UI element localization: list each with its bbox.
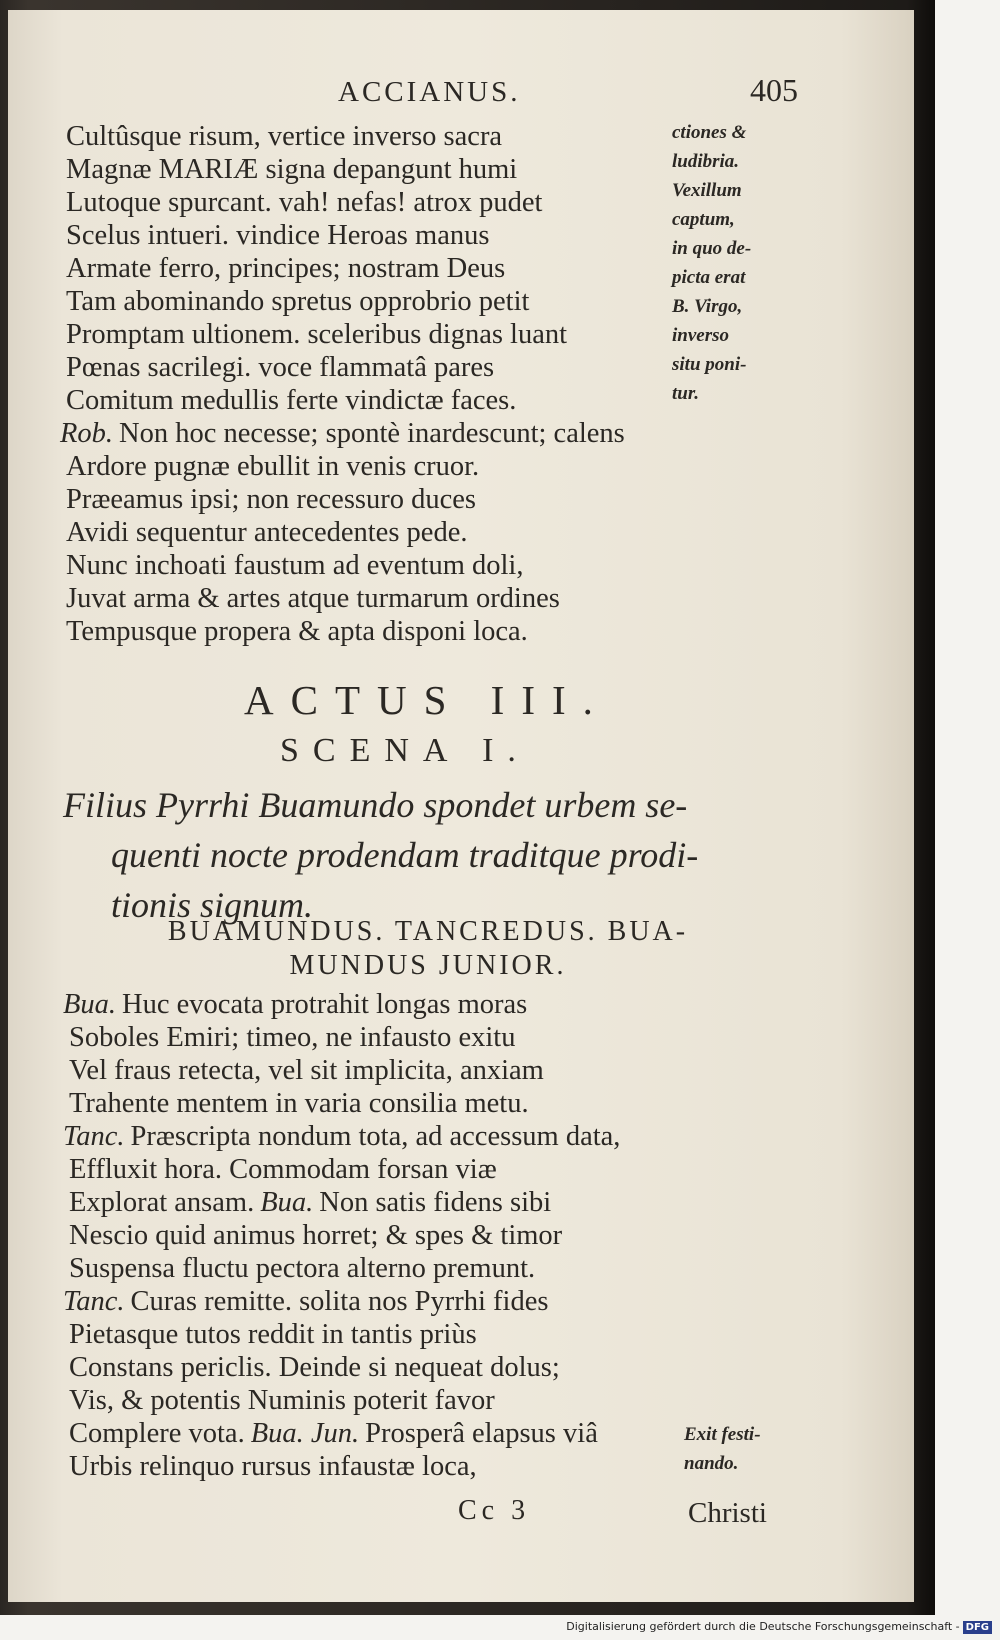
- verse-line: Juvat arma & artes atque turmarum ordines: [66, 583, 560, 614]
- verse-line: Vis, & potentis Numinis poterit favor: [69, 1385, 495, 1416]
- digitization-credit: Digitalisierung gefördert durch die Deutsche Forschungsgemeinschaft - DFG: [566, 1620, 992, 1634]
- verse-line: Constans periclis. Deinde si nequeat dolus;: [69, 1352, 560, 1383]
- verse-line: Cultûsque risum, vertice inverso sacra: [66, 121, 503, 152]
- running-title: ACCIANUS.: [338, 76, 521, 108]
- marginal-note-bottom: Exit festi- nando.: [684, 1424, 761, 1474]
- verse-block-bottom: [63, 988, 632, 1483]
- verse-line: Comitum medullis ferte vindictæ faces.: [66, 385, 517, 416]
- verse-line: Scelus intueri. vindice Heroas manus: [66, 220, 490, 251]
- dramatis-personae: BUAMUNDUS. TANCREDUS. BUA- MUNDUS JUNIOR.: [167, 916, 689, 981]
- scene-summary: Filius Pyrrhi Buamundo spondet urbem se- quenti nocte prodendam traditque prodi- tionis signum.: [63, 785, 699, 925]
- marginal-note-top: ctiones & ludibria. Vexillum captum, in quo de- picta erat B. Virgo, inverso situ poni- tur.: [672, 122, 752, 404]
- verse-line: Tanc. Curas remitte. solita nos Pyrrhi fides: [63, 1286, 549, 1317]
- verse-line: Ardore pugnæ ebullit in venis cruor.: [66, 451, 480, 482]
- verse-line: Avidi sequentur antecedentes pede.: [66, 517, 468, 548]
- speaker-label: Tanc.: [63, 1286, 125, 1317]
- verse-line: Pœnas sacrilegi. voce flammatâ pares: [66, 352, 495, 383]
- dfg-logo: DFG: [963, 1621, 992, 1634]
- verse-line: Explorat ansam. Bua. Non satis fidens sibi: [69, 1187, 552, 1218]
- catchword: Christi: [688, 1497, 767, 1529]
- verse-line: Trahente mentem in varia consilia metu.: [69, 1088, 529, 1119]
- verse-line: Armate ferro, principes; nostram Deus: [66, 253, 506, 284]
- book-page: [8, 10, 914, 1602]
- verse-line: Vel fraus retecta, vel sit implicita, anxiam: [69, 1055, 544, 1086]
- speaker-label: Rob.: [60, 418, 114, 449]
- verse-line: Bua. Huc evocata protrahit longas moras: [63, 989, 528, 1020]
- page-number: 405: [750, 72, 798, 108]
- verse-line: Rob. Non hoc necesse; spontè inardescunt; calens: [60, 418, 625, 449]
- verse-line: Effluxit hora. Commodam forsan viæ: [69, 1154, 497, 1185]
- verse-line: Promptam ultionem. sceleribus dignas luant: [66, 319, 568, 350]
- verse-line: Tanc. Præscripta nondum tota, ad accessum data,: [63, 1121, 621, 1152]
- verse-line: Nunc inchoati faustum ad eventum doli,: [66, 550, 524, 581]
- verse-line: Præeamus ipsi; non recessuro duces: [66, 484, 477, 515]
- signature-mark: Cc 3: [458, 1495, 531, 1526]
- verse-line: Suspensa fluctu pectora alterno premunt.: [69, 1253, 536, 1284]
- verse-line: Nescio quid animus horret; & spes & timor: [69, 1220, 563, 1251]
- verse-line: Urbis relinquo rursus infaustæ loca,: [69, 1451, 477, 1482]
- scene-heading: SCENA I.: [280, 732, 530, 769]
- verse-line: Complere vota. Bua. Jun. Prosperâ elapsus viâ: [69, 1418, 598, 1449]
- act-heading: ACTUS III.: [244, 677, 610, 723]
- verse-line: Soboles Emiri; timeo, ne infausto exitu: [69, 1022, 516, 1053]
- verse-line: Tam abominando spretus opprobrio petit: [66, 286, 530, 317]
- verse-line: Magnæ MARIÆ signa depangunt humi: [66, 154, 518, 185]
- verse-line: Tempusque propera & apta disponi loca.: [66, 616, 528, 647]
- verse-line: Pietasque tutos reddit in tantis priùs: [69, 1319, 477, 1350]
- speaker-label: Tanc.: [63, 1121, 125, 1152]
- verse-line: Lutoque spurcant. vah! nefas! atrox pudet: [66, 187, 543, 218]
- verse-block-top: [60, 120, 625, 648]
- speaker-label: Bua.: [63, 989, 117, 1020]
